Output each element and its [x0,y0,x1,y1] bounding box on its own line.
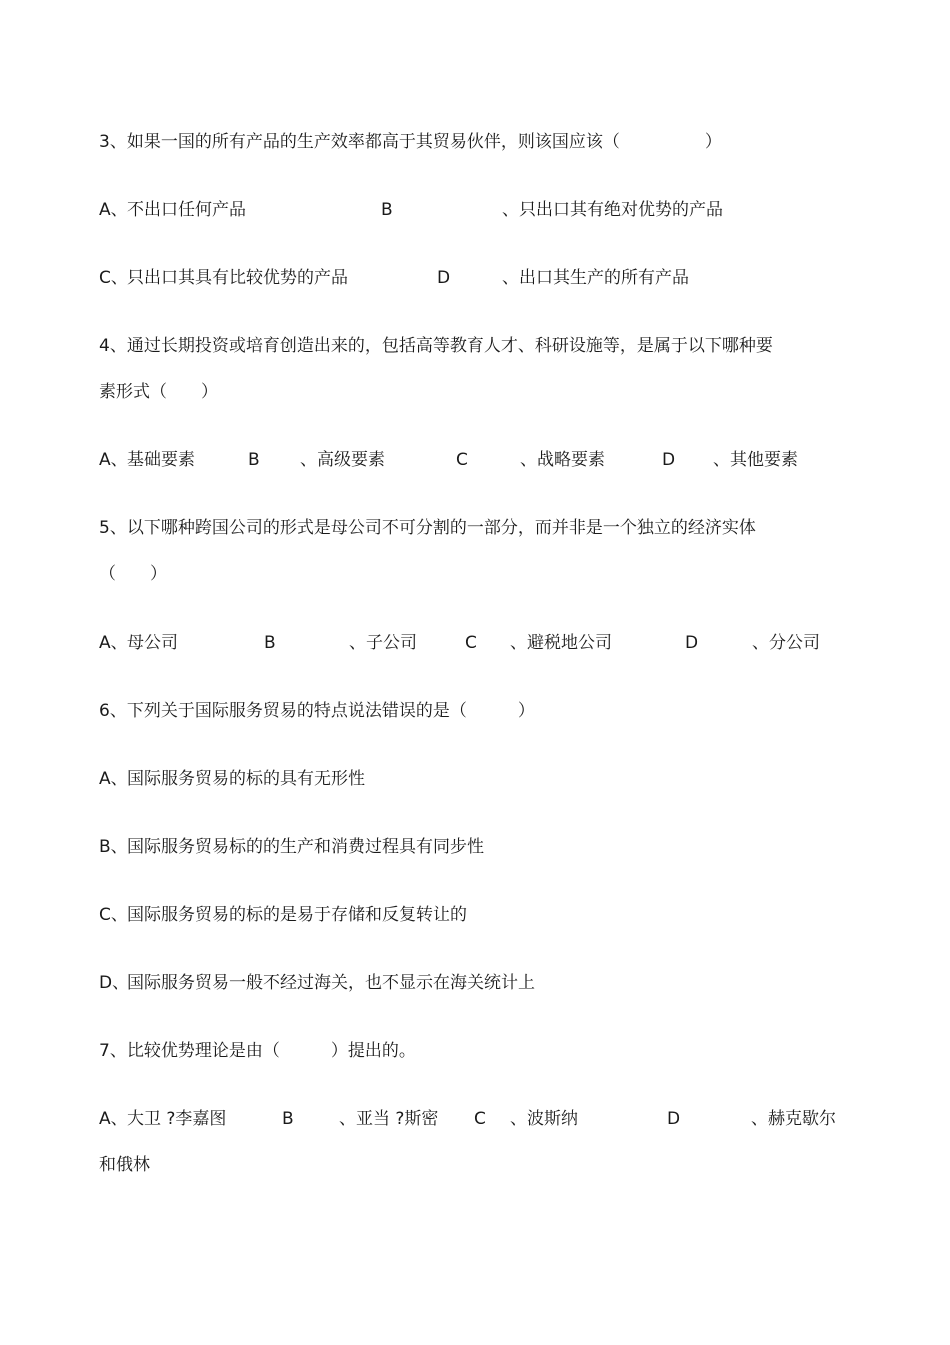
q4-option-a-text: 基础要素 [127,450,195,470]
q6-option-d-letter: D、 [99,973,130,993]
q4-option-d-letter: D [662,450,676,470]
q5-option-c-text: 、避税地公司 [510,633,612,653]
q3-option-d-letter: D [437,268,451,288]
q7-option-c-letter: C [474,1109,486,1129]
q4-option-b-letter: B [248,450,260,470]
q5-option-d-letter: D [685,633,699,653]
question-5-stem-line1: 5、以下哪种跨国公司的形式是母公司不可分割的一部分，而并非是一个独立的经济实体 [99,518,756,538]
q5-option-a-text: 母公司 [127,633,178,653]
q7-option-b-letter: B [282,1109,294,1129]
q3-option-c-letter: C、 [99,268,128,288]
q7-option-d-text: 、赫克歇尔 [751,1109,836,1129]
q5-option-b-letter: B [264,633,276,653]
q7-option-c-text: 、波斯纳 [510,1109,578,1129]
q6-option-b-letter: B、 [99,837,128,857]
question-6-stem: 6、下列关于国际服务贸易的特点说法错误的是（ ） [99,701,535,721]
q6-option-a-text: 国际服务贸易的标的具有无形性 [127,769,365,789]
q6-option-c-letter: C、 [99,905,128,925]
q6-option-a-letter: A、 [99,769,128,789]
q6-option-c-text: 国际服务贸易的标的是易于存储和反复转让的 [127,905,467,925]
q7-option-b-text: 、亚当 ?斯密 [339,1109,439,1129]
q5-option-c-letter: C [465,633,477,653]
q3-option-a-text: 不出口任何产品 [127,200,246,220]
q3-option-b-text: 、只出口其有绝对优势的产品 [502,200,723,220]
q3-option-d-text: 、出口其生产的所有产品 [502,268,689,288]
question-4-stem-line2: 素形式（ ） [99,382,218,402]
q3-option-c-text: 只出口其具有比较优势的产品 [127,268,348,288]
q3-option-a-letter: A、 [99,200,128,220]
q5-option-d-text: 、分公司 [752,633,820,653]
question-3-stem: 3、如果一国的所有产品的生产效率都高于其贸易伙伴，则该国应该（ ） [99,132,722,152]
q7-option-d-continuation: 和俄林 [99,1155,150,1175]
q4-option-a-letter: A、 [99,450,128,470]
q6-option-b-text: 国际服务贸易标的的生产和消费过程具有同步性 [127,837,484,857]
q7-option-a-letter: A、 [99,1109,128,1129]
q3-option-b-letter: B [381,200,393,220]
q6-option-d-text: 国际服务贸易一般不经过海关，也不显示在海关统计上 [127,973,535,993]
q7-option-d-letter: D [667,1109,681,1129]
q5-option-b-text: 、子公司 [349,633,417,653]
q4-option-c-letter: C [456,450,468,470]
q4-option-c-text: 、战略要素 [520,450,605,470]
question-5-stem-line2: （ ） [99,564,167,584]
question-7-stem: 7、比较优势理论是由（ ）提出的。 [99,1041,416,1061]
q4-option-d-text: 、其他要素 [713,450,798,470]
q4-option-b-text: 、高级要素 [300,450,385,470]
q5-option-a-letter: A、 [99,633,128,653]
question-4-stem-line1: 4、通过长期投资或培育创造出来的，包括高等教育人才、科研设施等，是属于以下哪种要 [99,336,773,356]
q7-option-a-text: 大卫 ?李嘉图 [127,1109,227,1129]
